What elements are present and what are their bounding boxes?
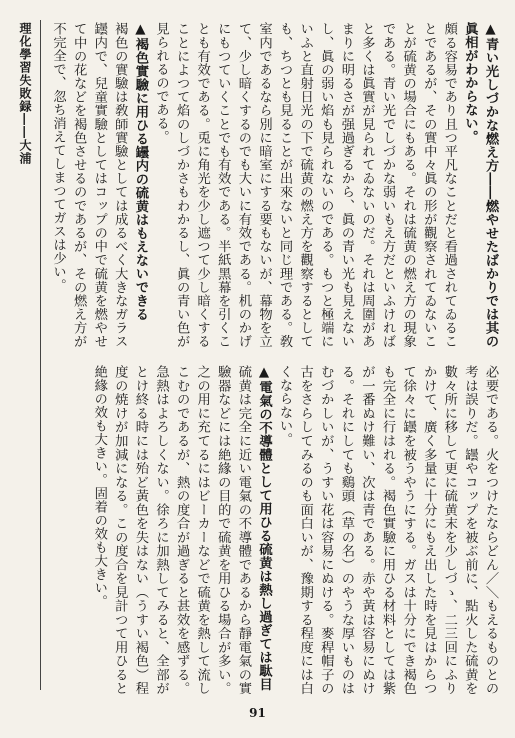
section-heading: ▲青い光しづかな燃え方――燃やせたばかりでは其の眞相がわからない。 [462, 22, 498, 348]
upper-text-block [48, 22, 500, 348]
paragraph: 必要である。火をつけたならどん／＼もえるものとの考は誤りだ。罎やコップを被ぶ前に、點火した硫黄を數々所に移して更に硫黄末を少しづゝ、二三回にふりかけて、廣く多量に十分にもえ出した時を見はからつて徐々に罎を被うやうにする。ガスは十分にでき褐色も完全に行はれる。褐色實驗に用ひる材料としては紫が一番ぬけ難い、次は青である。赤や黃は容易にぬける。それにしても鷄頭（草の名）のやうな厚いものはむづかしいが、うすい花は容易にぬける。麥稈帽子の古をさらしてみるのも面白いが、豫期する程度には白くならない。 [277, 365, 498, 695]
paragraph: 硫黄は完全に近い電氣の不導體であるから靜電氣の實驗器などには絶緣の目的で硫黄を用ひる場合が多い。之の用に充てるにはビーカーなどで硫黄を熱して流しこむのであるが、熱の度合が過ぎると甚效を感ずる。急熱はよろしくない。徐ろに加熱してみると、全部がとけ終る時には殆ど黃色を失はない（うすい褐色）程度の焼けが加減になる。この度合を見計つて用ひると絶緣の效も大きい。固着の效も大きい。 [91, 365, 251, 695]
section-heading: ▲褐色實驗に用ひる罎内の硫黄はもえないできる [132, 22, 148, 321]
header-rule [40, 20, 41, 690]
lower-text-block [48, 365, 500, 695]
page-number: 91 [249, 706, 266, 720]
running-header: 理化學習失敗録――大浦 [18, 22, 32, 165]
paragraph: 頗る容易であり且つ平凡なことだと看過されてゐることであるが、その實中々眞の形が觀察されてゐないことが硫黄の場合にもある。それは硫黄の燃え方の現象である。青い光でしづかな弱いもえ方だといふければと多くは眞實が見られてゐないのだ。それは周圍があまりに明るさが强過ぎるから、眞の青い光も見えないし、眞の弱い焰も見られないのである。もつと極端にいふと直射日光の下で硫黄の燃え方を觀察するとしても、ちつとも見ることが出來ないと同じ理である。敎室内であるなら別に暗室にする要もないが、幕物を立て、少し暗くするのでも大いに有效である。机のかげにもつていくことでも有效である。半紙黑幕を引くことも有效である。兎に角光を少し遮つて少し暗くすることによつて焰のしづかさもわかるし、眞の青い色が見られるのである。 [153, 22, 457, 348]
section-heading: ▲電氣の不導體として用ひる硫黄は熱し過ぎては駄目 [256, 365, 272, 691]
paragraph: 褐色の實驗は敎師實驗としては成るべく大きなガラス罎内で、兒童實驗としてはコップの中で硫黄を燃やせて中の花などを褐色させるのであるが、その燃え方が不完全で、忽ち消えてしまつてガスは少い。 [50, 22, 128, 348]
